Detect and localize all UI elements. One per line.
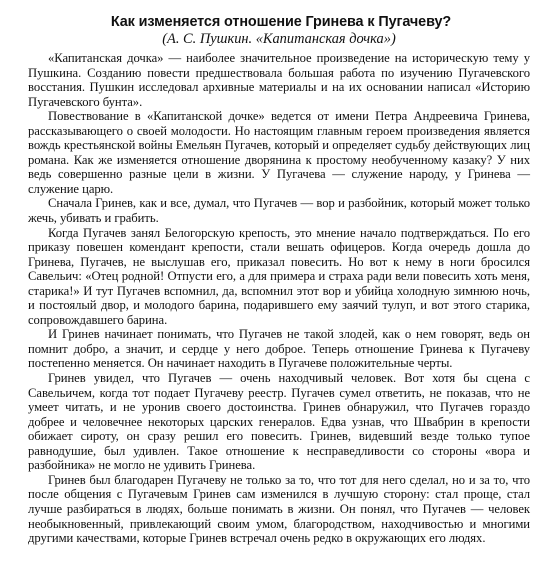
essay-title: Как изменяется отношение Гринева к Пугачеву? <box>110 14 452 30</box>
essay-subtitle: (А. С. Пушкин. «Капитанская дочка») <box>162 31 396 47</box>
essay-body <box>28 51 530 546</box>
paragraph-5: И Гринев начинает понимать, что Пугачев не такой злодей, как о нем говорят, ведь он помнит добро, а значит, и сердце у него доброе. Теперь отношение Гринева к Пугачеву постепенно меняется. Он начинает находить в Пугачеве положительные черты. <box>28 327 530 371</box>
paragraph-3: Сначала Гринев, как и все, думал, что Пугачев — вор и разбойник, который может только жечь, убивать и грабить. <box>28 196 530 226</box>
paragraph-1: «Капитанская дочка» — наиболее значительное произведение на историческую тему у Пушкина. Созданию повести предшествовала большая работа по изучению Пугачевского восстания. Пушкин исследовал архивные материалы и на их основании написал «Историю Пугачевского бунта». <box>28 51 530 109</box>
paragraph-7: Гринев был благодарен Пугачеву не только за то, что тот для него сделал, но и за то, что после общения с Пугачевым Гринев сам изменился в лучшую сторону: стал проще, стал лучше разбираться в людях, больше понимать в жизни. Он понял, что Пугачев — человек необыкновенный, привлекающий своим умом, благородством, находчивостью и многими другими качествами, которые Гринев встречал очень редко в окружающих его людях. <box>28 472 530 546</box>
paragraph-4: Когда Пугачев занял Белогорскую крепость, это мнение начало подтверждаться. По его приказу повешен комендант крепости, стали вешать офицеров. Когда очередь дошла до Гринева, Пугачев, не выслушав его, приказал повесить. Но вот к нему в ноги бросился Савельич: «Отец родной! Отпусти его, а для примера и страха ради вели повесить хоть меня, старика!» И тут Пугачев вспомнил, да, вспомнил этот вор и убийца холодную зимнюю ночь, и постоялый двор, и молодого барина, подарившего ему заячий тулуп, и вот этого старика, сопровождавшего барина. <box>28 225 530 327</box>
paragraph-2: Повествование в «Капитанской дочке» ведется от имени Петра Андреевича Гринева, рассказывающего о своей молодости. Но настоящим главным героем произведения является вождь крестьянской войны Емельян Пугачев, который и определяет судьбу действующих лиц романа. Как же изменяется отношение дворянина к простому необученному казаку? У них ведь совершенно разные цели в жизни. У Пугачева — служение народу, у Гринева — служение царю. <box>28 109 530 196</box>
paragraph-6: Гринев увидел, что Пугачев — очень находчивый человек. Вот хотя бы сцена с Савельичем, когда тот подает Пугачеву реестр. Пугачев сумел ответить, не показав, что не умеет читать, и не уронив своего достоинства. Гринев обнаружил, что Пугачев гораздо добрее и человечнее некоторых царских генералов. Едва узнав, что Швабрин в крепости обижает сироту, он сразу решил его повесить. Гринев, видевший везде только тупое равнодушие, был удивлен. Такое отношение к несправедливости со стороны «вора и разбойника» не могло не удивить Гринева. <box>28 371 530 473</box>
